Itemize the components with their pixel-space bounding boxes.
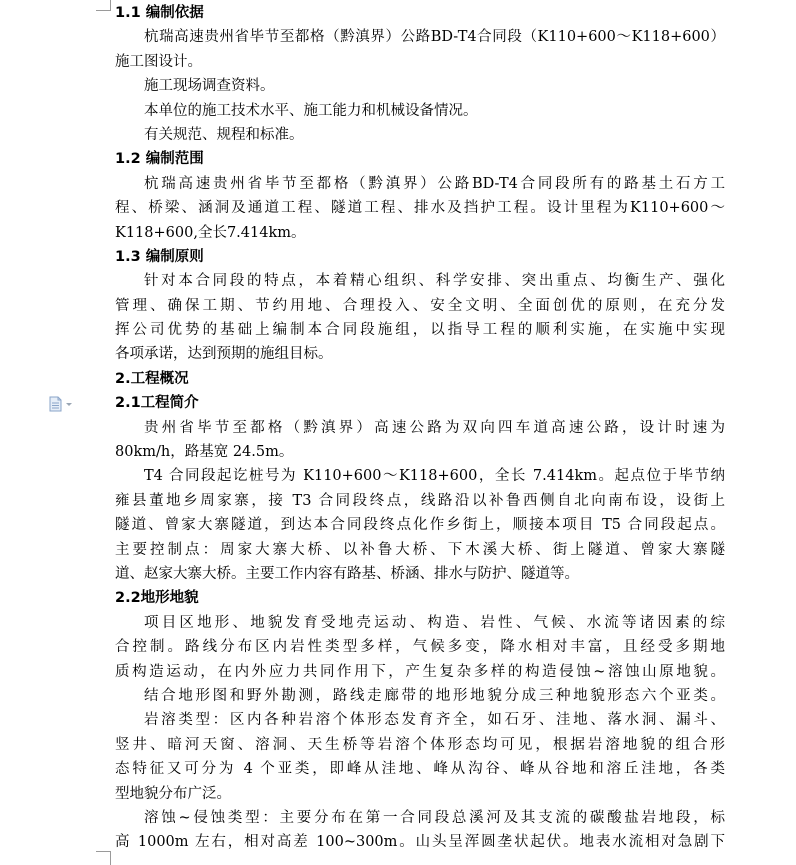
document-body — [115, 0, 725, 855]
paragraph-line: 80km/h，路基宽 24.5m。 — [115, 444, 294, 461]
paragraph-line: 岩溶类型：区内各种岩溶个体形态发育齐全，如石牙、洼地、落水洞、漏斗、 — [144, 712, 725, 729]
paragraph-line: 杭瑞高速贵州省毕节至都格（黔滇界）公路BD-T4合同段所有的路基土石方工 — [144, 175, 725, 192]
document-options-icon[interactable] — [48, 396, 74, 412]
paragraph-line: T4 合同段起讫桩号为 K110+600～K118+600，全长 7.414km。起点位于毕节纳 — [144, 468, 725, 485]
section-heading-1-1: 1.1 编制依据 — [115, 5, 204, 21]
paragraph-line: 主要控制点：周家大寨大桥、以补鲁大桥、下木溪大桥、街上隧道、曾家大寨隧 — [115, 541, 725, 558]
paragraph-line: K118+600,全长7.414km。 — [115, 224, 306, 241]
section-heading-2-1: 2.1工程简介 — [115, 395, 199, 412]
section-heading-2: 2.工程概况 — [115, 370, 189, 387]
paragraph-line: 本单位的施工技术水平、施工能力和机械设备情况。 — [144, 102, 478, 119]
paragraph-line: 项目区地形、地貌发育受地壳运动、构造、岩性、气候、水流等诸因素的综 — [144, 614, 725, 631]
paragraph-line: 合控制。路线分布区内岩性类型多样，气候多变，降水相对丰富，且经受多期地 — [115, 639, 725, 656]
paragraph-line: 挥公司优势的基础上编制本合同段施组，以指导工程的顺利实施，在实施中实现 — [115, 322, 725, 339]
paragraph-line: 管理、确保工期、节约用地、合理投入、安全文明、全面创优的原则，在充分发 — [115, 297, 725, 314]
paragraph-line: 质构造运动，在内外应力共同作用下，产生复杂多样的构造侵蚀~溶蚀山原地貌。 — [115, 663, 725, 680]
paragraph-line: 施工现场调查资料。 — [144, 78, 275, 95]
paragraph-line: 结合地形图和野外勘测，路线走廊带的地形地貌分成三种地貌形态六个亚类。 — [144, 687, 725, 704]
paragraph-line: 道、赵家大寨大桥。主要工作内容有路基、桥涵、排水与防护、隧道等。 — [115, 565, 579, 582]
paragraph-line: 型地貌分布广泛。 — [115, 785, 231, 802]
paragraph-line: 隧道、曾家大寨隧道，到达本合同段终点化作乡街上，顺接本项目 T5 合同段起点。 — [115, 517, 725, 534]
paragraph-line: 各项承诺，达到预期的施组目标。 — [115, 346, 333, 363]
paragraph-line: 高 1000m 左右，相对高差 100~300m。山头呈浑圆垄状起伏。地表水流相对急剧下 — [115, 834, 725, 851]
paragraph-line: 竖井、暗河天窗、溶洞、天生桥等岩溶个体形态均可见，根据岩溶地貌的组合形 — [115, 736, 725, 753]
paragraph-line: 有关规范、规程和标准。 — [144, 126, 304, 143]
section-heading-2-2: 2.2地形地貌 — [115, 590, 199, 607]
page-corner-mark-top — [96, 0, 111, 11]
paragraph-line: 雍县董地乡周家寨，接 T3 合同段终点，线路沿以补鲁西侧自北向南布设，设街上 — [115, 492, 725, 509]
paragraph-line: 施工图设计。 — [115, 53, 202, 70]
section-heading-1-2: 1.2 编制范围 — [115, 151, 204, 168]
paragraph-line: 程、桥梁、涵洞及通道工程、隧道工程、排水及挡护工程。设计里程为K110+600～ — [115, 200, 725, 217]
paragraph-line: 贵州省毕节至都格（黔滇界）高速公路为双向四车道高速公路，设计时速为 — [144, 419, 725, 436]
paragraph-line: 态特征又可分为 4 个亚类，即峰从洼地、峰从沟谷、峰从谷地和溶丘洼地，各类 — [115, 761, 725, 778]
paragraph-line: 杭瑞高速贵州省毕节至都格（黔滇界）公路BD-T4合同段（K110+600～K118+600） — [144, 29, 725, 46]
section-heading-1-3: 1.3 编制原则 — [115, 248, 204, 265]
paragraph-line: 针对本合同段的特点，本着精心组织、科学安排、突出重点、均衡生产、强化 — [144, 273, 725, 290]
paragraph-line: 溶蚀~侵蚀类型：主要分布在第一合同段总溪河及其支流的碳酸盐岩地段，标 — [144, 809, 725, 826]
page-corner-mark-bottom — [96, 851, 111, 865]
